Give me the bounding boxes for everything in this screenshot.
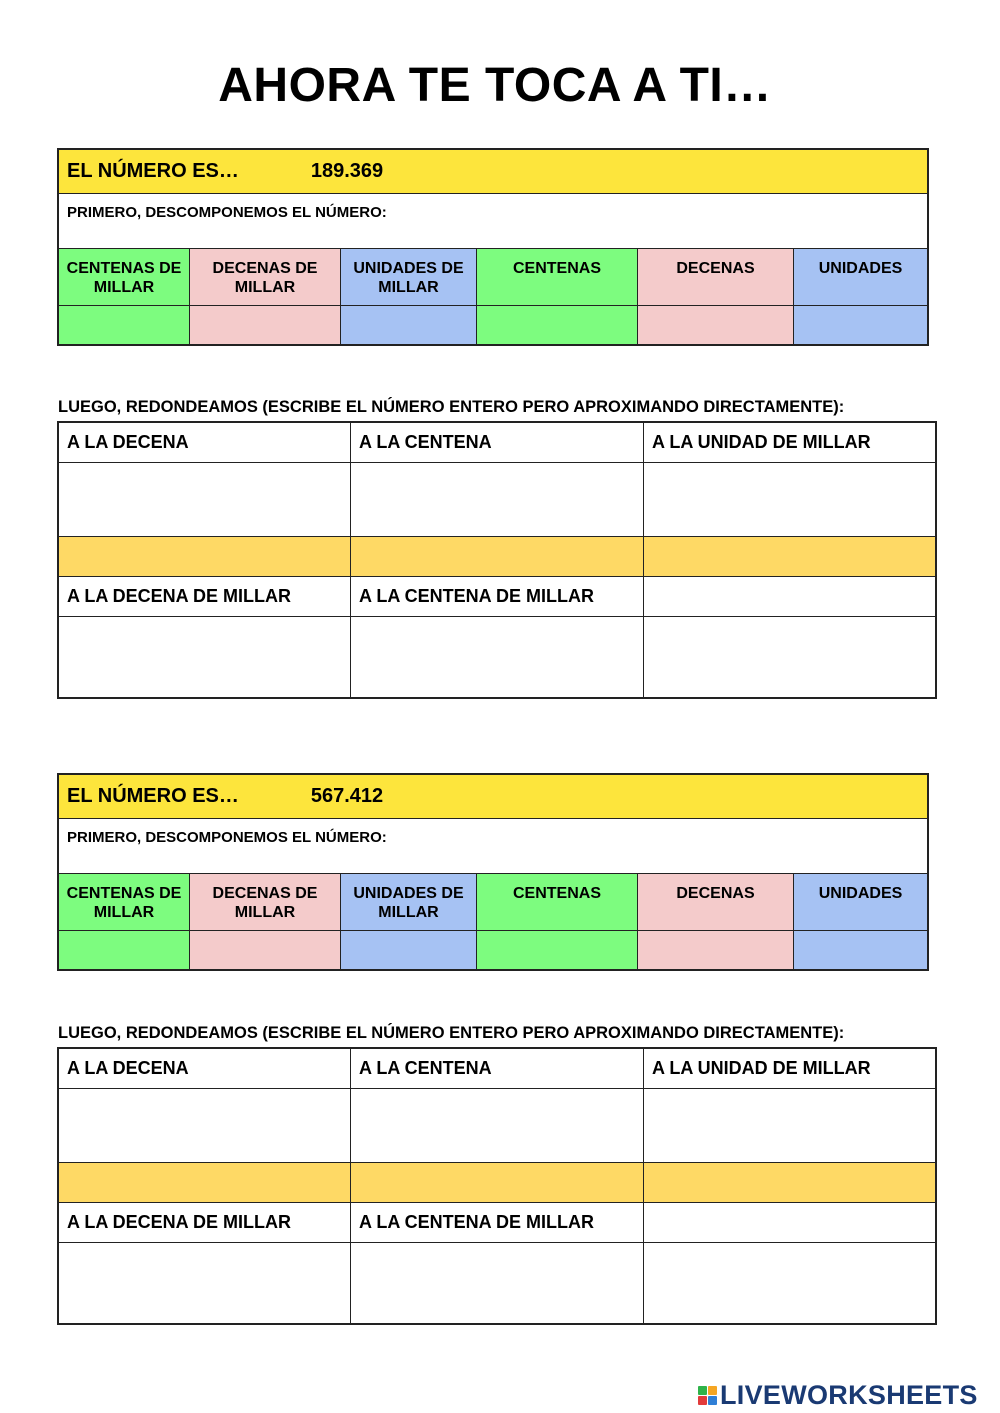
round-answer-centena[interactable] (351, 1089, 644, 1163)
answer-decenas[interactable] (638, 306, 794, 344)
divider-band (351, 537, 644, 577)
answer-unidades-de-millar[interactable] (341, 931, 477, 969)
answer-centenas-de-millar[interactable] (59, 931, 190, 969)
number-header (59, 775, 927, 819)
round-caption-2: LUEGO, REDONDEAMOS (ESCRIBE EL NÚMERO ENTERO PERO APROXIMANDO DIRECTAMENTE): (58, 1024, 845, 1042)
page-title: AHORA TE TOCA A TI… (218, 59, 772, 112)
brand-name: LIVEWORKSHEETS (720, 1380, 978, 1410)
round-answer-decena[interactable] (59, 1089, 351, 1163)
round-answer-decena-de-millar[interactable] (59, 617, 351, 697)
divider-band (59, 537, 351, 577)
decompose-label: PRIMERO, DESCOMPONEMOS EL NÚMERO: (59, 194, 927, 249)
answer-decenas[interactable] (638, 931, 794, 969)
place-value-headers (59, 249, 927, 306)
round-answer-empty (644, 617, 935, 697)
round-label-centena-de-millar: A LA CENTENA DE MILLAR (351, 577, 644, 617)
round-label-unidad-de-millar: A LA UNIDAD DE MILLAR (644, 1049, 935, 1089)
round-label-decena: A LA DECENA (59, 1049, 351, 1089)
number-heading: EL NÚMERO ES… (67, 160, 239, 182)
place-header-decenas-de-millar: DECENAS DE MILLAR (190, 249, 341, 306)
answer-unidades[interactable] (794, 931, 927, 969)
place-header-unidades-de-millar: UNIDADES DE MILLAR (341, 874, 477, 931)
place-header-decenas: DECENAS (638, 874, 794, 931)
number-box-2 (57, 773, 929, 971)
answer-decenas-de-millar[interactable] (190, 306, 341, 344)
round-label-centena: A LA CENTENA (351, 1049, 644, 1089)
answer-centenas[interactable] (477, 931, 638, 969)
round-label-centena: A LA CENTENA (351, 423, 644, 463)
number-header (59, 150, 927, 194)
answer-decenas-de-millar[interactable] (190, 931, 341, 969)
divider-band (59, 1163, 351, 1203)
place-value-headers (59, 874, 927, 931)
place-header-centenas-de-millar: CENTENAS DE MILLAR (59, 874, 190, 931)
round-answer-unidad-de-millar[interactable] (644, 1089, 935, 1163)
round-caption-1: LUEGO, REDONDEAMOS (ESCRIBE EL NÚMERO ENTERO PERO APROXIMANDO DIRECTAMENTE): (58, 398, 845, 416)
round-answer-centena-de-millar[interactable] (351, 1243, 644, 1323)
place-value-answers (59, 931, 927, 969)
place-header-centenas: CENTENAS (477, 249, 638, 306)
rounding-table-1 (57, 421, 937, 699)
divider-band (351, 1163, 644, 1203)
round-answer-decena[interactable] (59, 463, 351, 537)
divider-band (644, 1163, 935, 1203)
place-value-answers (59, 306, 927, 344)
number-box-1 (57, 148, 929, 346)
round-label-unidad-de-millar: A LA UNIDAD DE MILLAR (644, 423, 935, 463)
round-answer-centena[interactable] (351, 463, 644, 537)
round-answer-centena-de-millar[interactable] (351, 617, 644, 697)
place-header-decenas-de-millar: DECENAS DE MILLAR (190, 874, 341, 931)
place-header-decenas: DECENAS (638, 249, 794, 306)
place-header-unidades: UNIDADES (794, 249, 927, 306)
answer-centenas[interactable] (477, 306, 638, 344)
round-label-decena: A LA DECENA (59, 423, 351, 463)
liveworksheets-logo-icon (698, 1386, 717, 1405)
round-label-centena-de-millar: A LA CENTENA DE MILLAR (351, 1203, 644, 1243)
number-value: 189.369 (310, 160, 384, 182)
answer-centenas-de-millar[interactable] (59, 306, 190, 344)
decompose-label: PRIMERO, DESCOMPONEMOS EL NÚMERO: (59, 819, 927, 874)
place-header-unidades: UNIDADES (794, 874, 927, 931)
round-label-empty (644, 577, 935, 617)
rounding-table-2 (57, 1047, 937, 1325)
answer-unidades-de-millar[interactable] (341, 306, 477, 344)
place-header-centenas-de-millar: CENTENAS DE MILLAR (59, 249, 190, 306)
number-heading: EL NÚMERO ES… (67, 785, 239, 807)
round-label-decena-de-millar: A LA DECENA DE MILLAR (59, 1203, 351, 1243)
round-label-empty (644, 1203, 935, 1243)
round-answer-empty (644, 1243, 935, 1323)
number-value: 567.412 (310, 785, 384, 807)
divider-band (644, 537, 935, 577)
answer-unidades[interactable] (794, 306, 927, 344)
round-label-decena-de-millar: A LA DECENA DE MILLAR (59, 577, 351, 617)
place-header-unidades-de-millar: UNIDADES DE MILLAR (341, 249, 477, 306)
round-answer-unidad-de-millar[interactable] (644, 463, 935, 537)
round-answer-decena-de-millar[interactable] (59, 1243, 351, 1323)
liveworksheets-logo[interactable] (698, 1380, 978, 1411)
place-header-centenas: CENTENAS (477, 874, 638, 931)
